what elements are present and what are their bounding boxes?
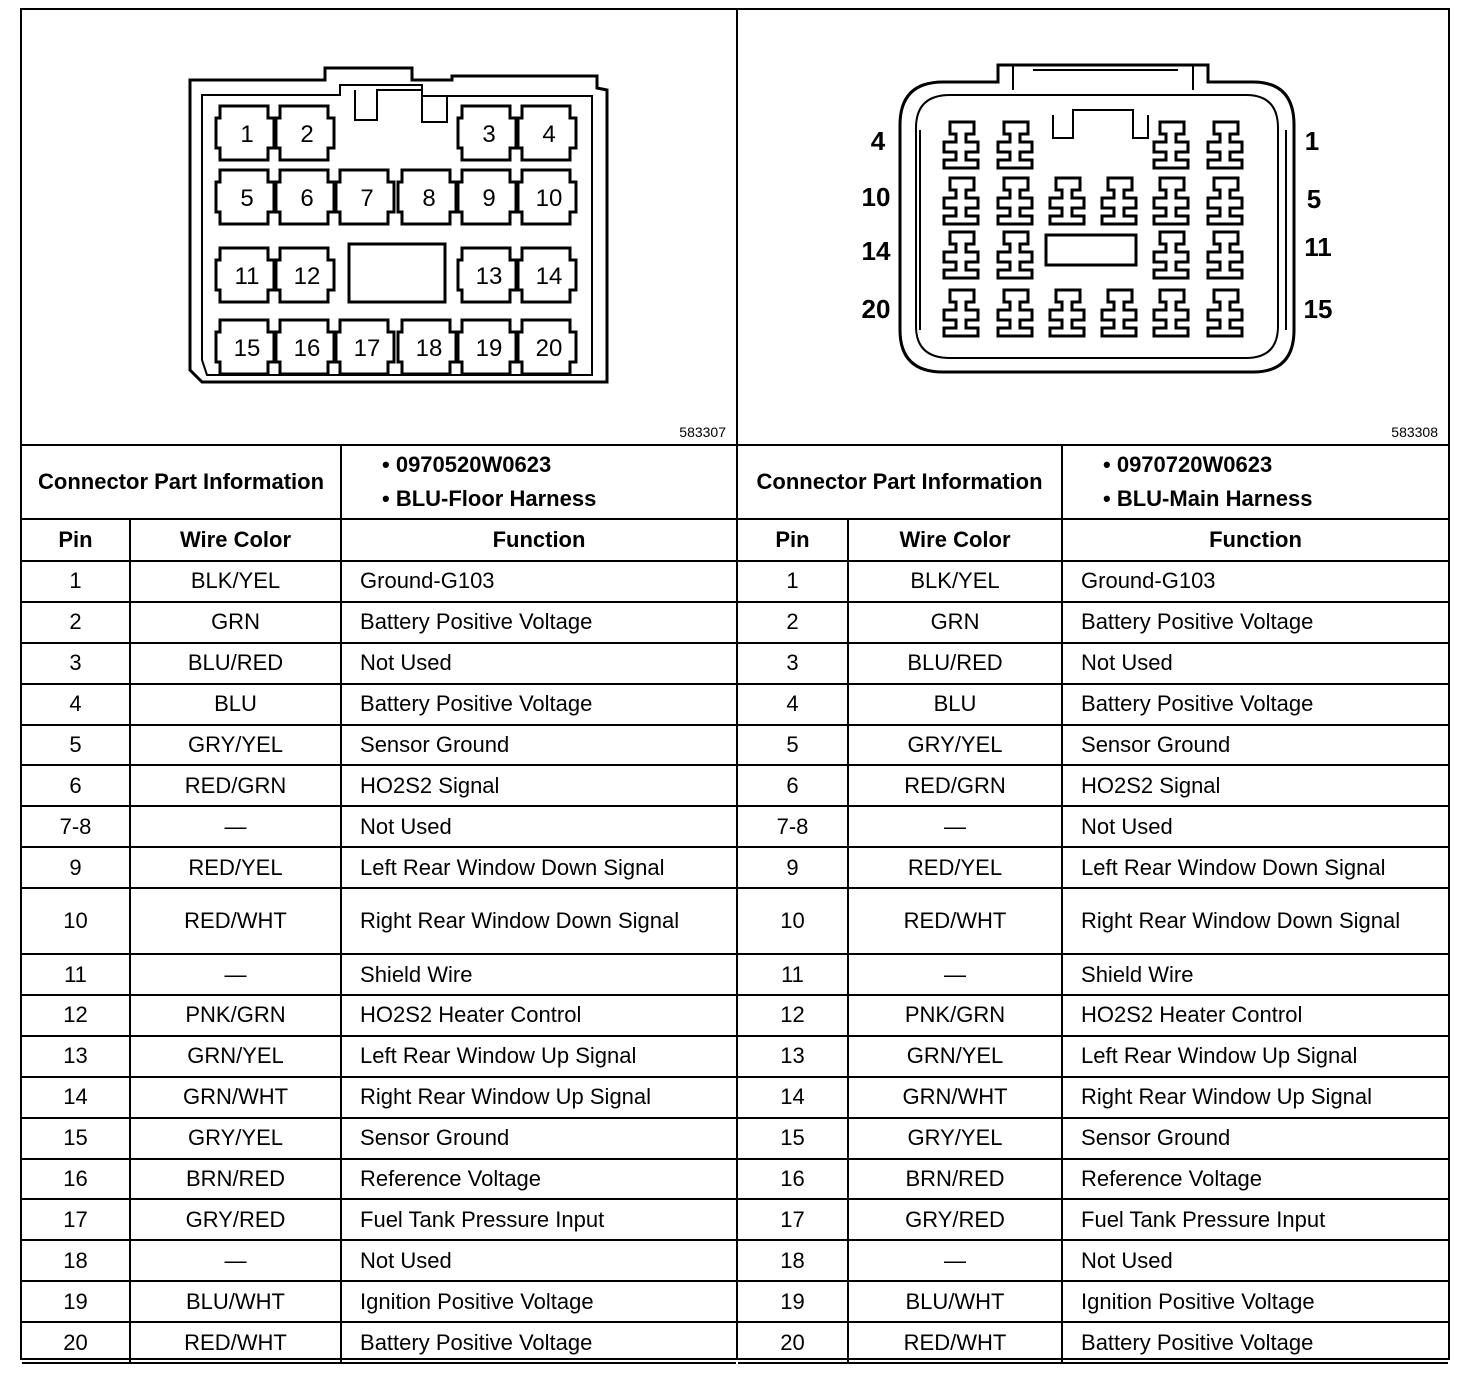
function-cell: Sensor Ground — [1062, 725, 1448, 766]
wire-color-cell: BLK/YEL — [848, 561, 1062, 602]
table-row — [738, 561, 1448, 602]
table-row — [738, 1199, 1448, 1240]
function-cell: Not Used — [341, 643, 736, 684]
left-pinout-table — [22, 446, 736, 1364]
wire-color-cell: GRN/YEL — [848, 1036, 1062, 1077]
pin-cell: 13 — [738, 1036, 848, 1077]
wire-color-cell: — — [848, 1240, 1062, 1281]
function-cell: Ignition Positive Voltage — [1062, 1281, 1448, 1322]
cavity-outline — [1050, 178, 1084, 224]
function-cell: Left Rear Window Up Signal — [341, 1036, 736, 1077]
wire-color-cell: GRN/WHT — [848, 1077, 1062, 1118]
function-cell: Ground-G103 — [341, 561, 736, 602]
right-key-notch — [1053, 110, 1148, 138]
function-cell: Sensor Ground — [341, 1118, 736, 1159]
pin-cell: 12 — [738, 995, 848, 1036]
right-info-label: Connector Part Information — [738, 446, 1062, 519]
pin-cell: 7-8 — [22, 806, 130, 847]
cavity-number: 2 — [300, 121, 314, 148]
cavity-number: 8 — [422, 185, 436, 212]
table-row — [738, 1281, 1448, 1322]
pin-cell: 13 — [22, 1036, 130, 1077]
wire-color-cell: GRY/RED — [130, 1199, 341, 1240]
cavity-outline — [998, 178, 1032, 224]
function-cell: Battery Positive Voltage — [1062, 602, 1448, 643]
function-cell: Right Rear Window Down Signal — [1062, 888, 1448, 954]
pin-cell: 3 — [22, 643, 130, 684]
table-row — [22, 1077, 736, 1118]
table-row — [738, 1036, 1448, 1077]
function-cell: Not Used — [1062, 806, 1448, 847]
cavity-number: 20 — [535, 335, 563, 362]
left-cavity-group — [216, 106, 576, 374]
cavity-outline — [944, 178, 978, 224]
wire-color-cell: GRY/RED — [848, 1199, 1062, 1240]
pin-cell: 19 — [738, 1281, 848, 1322]
table-row — [22, 1322, 736, 1363]
wire-color-cell: RED/YEL — [130, 847, 341, 888]
left-connector-diagram — [22, 10, 736, 446]
wire-color-cell: RED/WHT — [130, 888, 341, 954]
right-connector-panel — [738, 10, 1448, 1358]
function-cell: Not Used — [341, 1240, 736, 1281]
right-edge-label-4: 4 — [870, 126, 886, 156]
right-housing-outline — [900, 65, 1294, 372]
wire-color-cell: BLU/RED — [848, 643, 1062, 684]
cavity-outline — [1102, 290, 1136, 336]
wire-color-cell: — — [848, 954, 1062, 995]
wire-color-cell: GRN/WHT — [130, 1077, 341, 1118]
left-col-function: Function — [341, 519, 736, 561]
left-info-label: Connector Part Information — [22, 446, 341, 519]
pin-cell: 12 — [22, 995, 130, 1036]
wire-color-cell: RED/GRN — [130, 765, 341, 806]
pin-cell: 9 — [738, 847, 848, 888]
right-edge-label-20: 20 — [861, 294, 891, 324]
pin-cell: 3 — [738, 643, 848, 684]
left-figure-id: 583307 — [679, 424, 726, 440]
table-row — [738, 888, 1448, 954]
wire-color-cell: BLU/WHT — [848, 1281, 1062, 1322]
function-cell: HO2S2 Signal — [341, 765, 736, 806]
pin-cell: 5 — [738, 725, 848, 766]
function-cell: Battery Positive Voltage — [341, 602, 736, 643]
right-col-function: Function — [1062, 519, 1448, 561]
pin-cell: 17 — [738, 1199, 848, 1240]
wire-color-cell: BLU — [130, 684, 341, 725]
table-row — [738, 995, 1448, 1036]
pin-cell: 19 — [22, 1281, 130, 1322]
pin-cell: 14 — [738, 1077, 848, 1118]
wire-color-cell: GRY/YEL — [848, 725, 1062, 766]
cavity-outline — [1154, 122, 1188, 168]
right-cavity-group — [944, 122, 1242, 336]
right-table-body — [738, 561, 1448, 1363]
pin-cell: 1 — [738, 561, 848, 602]
wire-color-cell: BLU/WHT — [130, 1281, 341, 1322]
cavity-number: 6 — [300, 185, 314, 212]
table-row — [738, 684, 1448, 725]
right-harness-name: • BLU-Main Harness — [1103, 486, 1313, 511]
function-cell: Ground-G103 — [1062, 561, 1448, 602]
right-edge-label-14: 14 — [861, 236, 891, 266]
wire-color-cell: — — [130, 954, 341, 995]
function-cell: Not Used — [341, 806, 736, 847]
function-cell: Right Rear Window Down Signal — [341, 888, 736, 954]
right-edge-label-1: 1 — [1304, 126, 1320, 156]
table-row — [22, 806, 736, 847]
table-row — [22, 1240, 736, 1281]
cavity-outline — [944, 290, 978, 336]
function-cell: HO2S2 Signal — [1062, 765, 1448, 806]
table-row — [22, 725, 736, 766]
cavity-outline — [1208, 178, 1242, 224]
function-cell: Sensor Ground — [341, 725, 736, 766]
left-part-number: • 0970520W0623 — [382, 452, 552, 477]
pin-cell: 18 — [738, 1240, 848, 1281]
table-row — [22, 765, 736, 806]
wire-color-cell: GRN — [130, 602, 341, 643]
right-edge-label-10: 10 — [861, 182, 891, 212]
wire-color-cell: RED/WHT — [848, 1322, 1062, 1363]
right-part-info — [1062, 446, 1448, 519]
function-cell: Shield Wire — [341, 954, 736, 995]
function-cell: Not Used — [1062, 643, 1448, 684]
wire-color-cell: GRN/YEL — [130, 1036, 341, 1077]
right-col-wire-color: Wire Color — [848, 519, 1062, 561]
table-row — [22, 954, 736, 995]
function-cell: Left Rear Window Up Signal — [1062, 1036, 1448, 1077]
cavity-number: 15 — [233, 335, 261, 362]
left-connector-panel — [22, 10, 738, 1358]
pin-cell: 18 — [22, 1240, 130, 1281]
table-row — [22, 888, 736, 954]
table-row — [22, 1199, 736, 1240]
table-row — [22, 561, 736, 602]
function-cell: Battery Positive Voltage — [341, 684, 736, 725]
cavity-number: 10 — [535, 185, 563, 212]
cavity-outline — [1154, 290, 1188, 336]
pin-cell: 2 — [738, 602, 848, 643]
cavity-outline — [998, 290, 1032, 336]
wire-color-cell: PNK/GRN — [130, 995, 341, 1036]
table-row — [738, 602, 1448, 643]
cavity-outline — [1154, 178, 1188, 224]
function-cell: Right Rear Window Up Signal — [1062, 1077, 1448, 1118]
wire-color-cell: BRN/RED — [130, 1159, 341, 1200]
cavity-outline — [998, 122, 1032, 168]
function-cell: Battery Positive Voltage — [341, 1322, 736, 1363]
right-connector-diagram — [738, 10, 1448, 446]
pin-cell: 17 — [22, 1199, 130, 1240]
table-row — [22, 847, 736, 888]
function-cell: Reference Voltage — [341, 1159, 736, 1200]
function-cell: HO2S2 Heater Control — [1062, 995, 1448, 1036]
pin-cell: 7-8 — [738, 806, 848, 847]
wire-color-cell: RED/WHT — [848, 888, 1062, 954]
cavity-number: 3 — [482, 121, 496, 148]
table-row — [22, 602, 736, 643]
cavity-outline — [1208, 290, 1242, 336]
pin-cell: 6 — [22, 765, 130, 806]
cavity-outline — [998, 232, 1032, 278]
left-harness-name: • BLU-Floor Harness — [382, 486, 597, 511]
function-cell: Fuel Tank Pressure Input — [341, 1199, 736, 1240]
function-cell: Shield Wire — [1062, 954, 1448, 995]
function-cell: Left Rear Window Down Signal — [1062, 847, 1448, 888]
wire-color-cell: GRN — [848, 602, 1062, 643]
table-row — [738, 847, 1448, 888]
pin-cell: 11 — [22, 954, 130, 995]
table-row — [22, 684, 736, 725]
right-col-pin: Pin — [738, 519, 848, 561]
left-table-body — [22, 561, 736, 1363]
table-row — [738, 643, 1448, 684]
table-row — [738, 1322, 1448, 1363]
pin-cell: 10 — [738, 888, 848, 954]
left-connector-face-view — [22, 10, 736, 444]
cavity-number: 13 — [475, 263, 503, 290]
function-cell: Ignition Positive Voltage — [341, 1281, 736, 1322]
function-cell: HO2S2 Heater Control — [341, 995, 736, 1036]
wire-color-cell: GRY/YEL — [848, 1118, 1062, 1159]
right-blank-cavity — [1046, 235, 1136, 265]
table-row — [22, 1281, 736, 1322]
right-edge-label-15: 15 — [1303, 294, 1333, 324]
table-row — [738, 1159, 1448, 1200]
left-key-notch — [355, 90, 447, 122]
pin-cell: 16 — [22, 1159, 130, 1200]
pin-cell: 20 — [22, 1322, 130, 1363]
pin-cell: 14 — [22, 1077, 130, 1118]
cavity-outline — [1154, 232, 1188, 278]
table-row — [738, 1118, 1448, 1159]
wire-color-cell: BRN/RED — [848, 1159, 1062, 1200]
table-row — [22, 1036, 736, 1077]
pin-cell: 9 — [22, 847, 130, 888]
pin-cell: 1 — [22, 561, 130, 602]
cavity-number: 12 — [293, 263, 321, 290]
table-row — [22, 995, 736, 1036]
wire-color-cell: — — [130, 1240, 341, 1281]
table-row — [22, 643, 736, 684]
wire-color-cell: RED/GRN — [848, 765, 1062, 806]
table-row — [738, 725, 1448, 766]
table-row — [22, 1118, 736, 1159]
cavity-outline — [1208, 232, 1242, 278]
cavity-number: 16 — [293, 335, 321, 362]
cavity-number: 4 — [542, 121, 556, 148]
cavity-number: 17 — [353, 335, 381, 362]
cavity-outline — [1102, 178, 1136, 224]
pin-cell: 16 — [738, 1159, 848, 1200]
cavity-number: 14 — [535, 263, 563, 290]
table-row — [22, 1159, 736, 1200]
pin-cell: 2 — [22, 602, 130, 643]
pin-cell: 5 — [22, 725, 130, 766]
left-col-pin: Pin — [22, 519, 130, 561]
left-blank-cavity — [349, 244, 445, 302]
cavity-number: 19 — [475, 335, 503, 362]
function-cell: Right Rear Window Up Signal — [341, 1077, 736, 1118]
right-connector-face-view — [738, 10, 1448, 444]
cavity-number: 5 — [240, 185, 254, 212]
wire-color-cell: BLK/YEL — [130, 561, 341, 602]
right-part-number: • 0970720W0623 — [1103, 452, 1273, 477]
right-latch — [1013, 65, 1193, 90]
wire-color-cell: — — [130, 806, 341, 847]
pin-cell: 20 — [738, 1322, 848, 1363]
wire-color-cell: PNK/GRN — [848, 995, 1062, 1036]
pin-cell: 4 — [22, 684, 130, 725]
wire-color-cell: GRY/YEL — [130, 1118, 341, 1159]
pin-cell: 4 — [738, 684, 848, 725]
left-part-info — [341, 446, 736, 519]
right-pinout-table — [738, 446, 1448, 1364]
table-row — [738, 1240, 1448, 1281]
cavity-outline — [1208, 122, 1242, 168]
wire-color-cell: GRY/YEL — [130, 725, 341, 766]
function-cell: Sensor Ground — [1062, 1118, 1448, 1159]
cavity-number: 1 — [240, 121, 254, 148]
pin-cell: 11 — [738, 954, 848, 995]
wire-color-cell: BLU — [848, 684, 1062, 725]
cavity-outline — [944, 122, 978, 168]
cavity-number: 7 — [360, 185, 374, 212]
right-edge-label-5: 5 — [1306, 184, 1322, 214]
connector-sheet — [20, 8, 1450, 1360]
function-cell: Not Used — [1062, 1240, 1448, 1281]
right-figure-id: 583308 — [1391, 424, 1438, 440]
table-row — [738, 1077, 1448, 1118]
cavity-number: 18 — [415, 335, 443, 362]
left-col-wire-color: Wire Color — [130, 519, 341, 561]
cavity-outline — [944, 232, 978, 278]
wire-color-cell: — — [848, 806, 1062, 847]
function-cell: Reference Voltage — [1062, 1159, 1448, 1200]
table-row — [738, 954, 1448, 995]
pin-cell: 6 — [738, 765, 848, 806]
right-edge-label-11: 11 — [1304, 232, 1332, 262]
wire-color-cell: RED/WHT — [130, 1322, 341, 1363]
cavity-number: 9 — [482, 185, 496, 212]
function-cell: Fuel Tank Pressure Input — [1062, 1199, 1448, 1240]
wire-color-cell: RED/YEL — [848, 847, 1062, 888]
pin-cell: 15 — [738, 1118, 848, 1159]
function-cell: Battery Positive Voltage — [1062, 1322, 1448, 1363]
table-row — [738, 806, 1448, 847]
cavity-outline — [1050, 290, 1084, 336]
pin-cell: 10 — [22, 888, 130, 954]
function-cell: Battery Positive Voltage — [1062, 684, 1448, 725]
function-cell: Left Rear Window Down Signal — [341, 847, 736, 888]
table-row — [738, 765, 1448, 806]
pin-cell: 15 — [22, 1118, 130, 1159]
cavity-number: 11 — [234, 263, 260, 290]
wire-color-cell: BLU/RED — [130, 643, 341, 684]
